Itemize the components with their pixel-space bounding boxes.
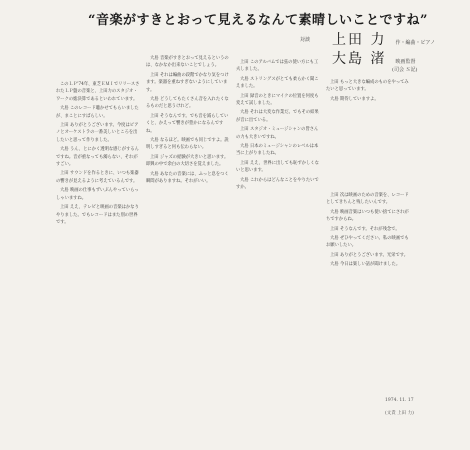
paragraph: 大島 これからはどんなことをやりたいですか。 bbox=[236, 177, 319, 191]
paragraph: 上田 ええ、世界に出しても恥ずかしくないと思います。 bbox=[236, 160, 319, 174]
paragraph: 大島 なるほど。映画でも同じですよ。説明しすぎると何も伝わらない。 bbox=[146, 138, 229, 151]
paragraph: 上田 ありがとうございます。今度はピアノとオーケストラの一番美しいところを出したいと思って作りました。 bbox=[56, 123, 139, 143]
article-label: 対談 bbox=[300, 37, 311, 43]
text-column-1 bbox=[56, 81, 140, 437]
paragraph: 大島 それは大変な作業だ。でもその結果が音に出ている。 bbox=[236, 110, 319, 123]
paragraph: 上田 ええ、テレビと映画の音楽はかなりやりました。でもレコードはまた別の世界です。 bbox=[56, 205, 139, 225]
paragraph: 上田 このアルバムでは弦の使い方にも工夫しました。 bbox=[236, 60, 319, 73]
paragraph: 大島 あなたの音楽には、ふっと息をつく瞬間がありますね。それがいい。 bbox=[146, 171, 229, 185]
paragraph: 大島 このレコード聴かせてもらいましたが、まことにすばらしい。 bbox=[56, 106, 139, 119]
paragraph: 上田 そうなんです。でも音を減らしていくと、かえって響きが豊かになるんですね。 bbox=[146, 113, 229, 134]
text-column-2 bbox=[146, 55, 230, 437]
speaker-oshima bbox=[332, 48, 416, 68]
speaker-name: 上田 力 bbox=[332, 32, 387, 48]
paragraph: このＬＰ'74年、東芝ＥＭＩでリリースされたＬＰ盤の音楽と、上田力のスタジオ・ワークの総決算であるといわれています。 bbox=[56, 82, 140, 102]
footer-credit: (文責 上田 力) bbox=[385, 411, 414, 416]
speaker-role: 作・編曲・ピアノ bbox=[395, 40, 436, 46]
text-column-3 bbox=[236, 59, 320, 437]
paragraph: 上田 サウンドを作るときに、いつも楽器の響きが見えるように考えているんです。 bbox=[56, 171, 139, 184]
paragraph: 大島 ストリングスがとても柔らかく聞こえました。 bbox=[236, 76, 319, 90]
paragraph: 上田 ジャズの経験が大きいと思います。即興の中で余白の大切さを覚えました。 bbox=[146, 154, 229, 168]
paragraph: 大島 音楽がすきとおって見えるというのは、なかなか出来ないことでしょう。 bbox=[146, 56, 229, 69]
speaker-ueda bbox=[332, 29, 435, 49]
moderator-credit: (司会 Ｓ記) bbox=[392, 67, 418, 73]
paragraph: 大島 うん、とにかく透明な感じがするんですね。音が重なっても濁らない、それがすごい。 bbox=[56, 147, 139, 168]
paragraph: 上田 それは編曲の段階でかなり気をつけます。楽器を重ねすぎないようにしています。 bbox=[146, 72, 229, 93]
paragraph: 上田 録音のときにマイクの位置を何度も変えて試しました。 bbox=[236, 93, 319, 107]
paragraph: 上田 もっと大きな編成のものをやってみたいと思っています。 bbox=[326, 80, 409, 93]
paragraph: 大島 今日は楽しい話が聞けました。 bbox=[330, 262, 401, 268]
speaker-role: 映画監督 bbox=[395, 59, 416, 65]
text-column-4 bbox=[326, 79, 410, 179]
article-title: “音楽がすきとおって見えるなんて素晴しいことですね” bbox=[88, 13, 428, 28]
paragraph: 大島 ぜひやってください。私の映画でもお願いしたい。 bbox=[326, 236, 409, 249]
paragraph: 上田 そうなんです。それが残念で。 bbox=[330, 226, 400, 232]
paragraph: 大島 期待していますよ。 bbox=[330, 96, 379, 102]
paragraph: 大島 映画の仕事もずいぶんやっていらっしゃいますね。 bbox=[56, 188, 139, 201]
paragraph: 上田 ありがとうございます。光栄です。 bbox=[330, 252, 409, 258]
footer-date: 1974. 11. 17 bbox=[385, 398, 414, 403]
paragraph: 大島 日本のミュージシャンのレベルは本当に上がりましたね。 bbox=[236, 144, 319, 157]
paragraph: 上田 スタジオ・ミュージシャンの皆さんの力も大きいですね。 bbox=[236, 127, 319, 140]
speaker-name: 大島 渚 bbox=[332, 51, 387, 67]
paragraph: 大島 映画音楽はいつも使い捨てにされがちですからね。 bbox=[326, 209, 409, 223]
paragraph: 上田 次は映画のための音楽を、レコードとしてきちんと残したいんです。 bbox=[326, 193, 409, 206]
paragraph: 大島 どうしてもたくさん音を入れたくなるものだと思うけれど。 bbox=[146, 97, 229, 110]
